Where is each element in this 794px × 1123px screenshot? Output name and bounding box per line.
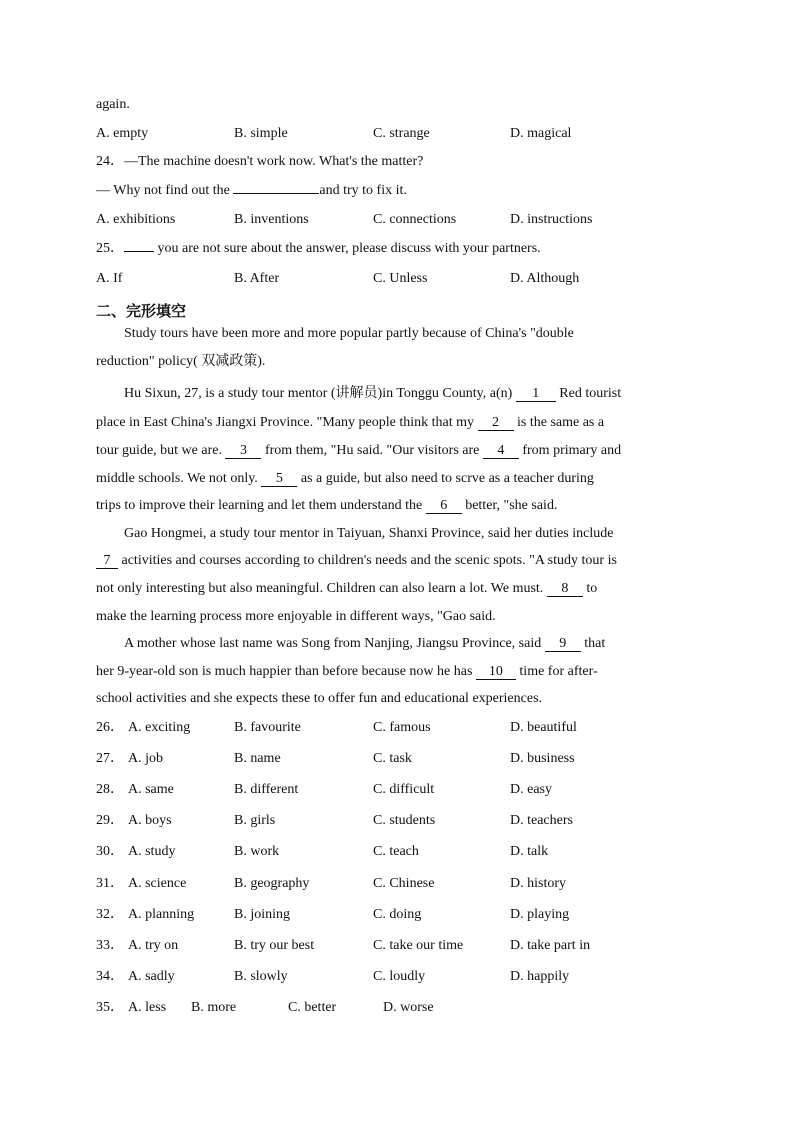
q24-stem-line2: [96, 182, 407, 200]
passage-p3-line4: make the learning process more enjoyable in different ways, "Gao said.: [96, 609, 496, 624]
q24-option-a: A. exhibitions: [96, 212, 176, 227]
passage-p2-line5: trips to improve their learning and let them understand the 6 better, "she said.: [96, 498, 558, 513]
question-number: 28．: [96, 782, 124, 797]
option-b: B. try our best: [234, 938, 315, 953]
question-number: 32．: [96, 907, 124, 922]
passage-p1-line1: Study tours have been more and more popular partly because of China's "double: [124, 326, 574, 341]
passage-p2-line3: tour guide, but we are. 3 from them, "Hu said. "Our visitors are 4 from primary and: [96, 443, 622, 458]
option-c: C. famous: [373, 720, 431, 735]
option-a: A. science: [128, 876, 187, 891]
option-d: D. history: [510, 876, 566, 891]
q24-stem-post: and try to fix it.: [319, 183, 407, 198]
q25-stem-text: you are not sure about the answer, please discuss with your partners.: [154, 241, 541, 256]
passage-p4-line1: A mother whose last name was Song from Nanjing, Jiangsu Province, said 9 that: [124, 636, 606, 651]
blank-9: 9: [545, 636, 581, 652]
blank-1: 1: [516, 386, 556, 402]
option-a: A. boys: [128, 813, 172, 828]
blank-5: 5: [261, 471, 297, 487]
option-a: A. study: [128, 844, 176, 859]
q25-answer-blank: [124, 251, 154, 252]
passage-p3-line2: 7 activities and courses according to children's needs and the scenic spots. "A study tour is: [96, 552, 617, 570]
question-number: 26．: [96, 720, 124, 735]
q24-stem-line1: 24．—The machine doesn't work now. What's the matter?: [96, 154, 424, 169]
q23-option-a: A. empty: [96, 126, 149, 141]
option-a: A. sadly: [128, 969, 175, 984]
option-b: B. different: [234, 782, 299, 797]
option-d: D. happily: [510, 969, 570, 984]
q23-option-c: C. strange: [373, 126, 430, 141]
option-d: D. worse: [383, 1000, 434, 1015]
passage-p2-line1: Hu Sixun, 27, is a study tour mentor (讲解员)in Tonggu County, a(n) 1 Red tourist: [124, 386, 622, 401]
question-number: 34．: [96, 969, 124, 984]
q24-option-b: B. inventions: [234, 212, 309, 227]
passage-p3-line3: not only interesting but also meaningful. Children can also learn a lot. We must. 8 to: [96, 581, 598, 596]
option-c: C. Chinese: [373, 876, 435, 891]
option-a: A. less: [128, 1000, 167, 1015]
option-d: D. playing: [510, 907, 570, 922]
option-b: B. name: [234, 751, 281, 766]
blank-6: 6: [426, 498, 462, 514]
option-a: A. planning: [128, 907, 195, 922]
option-a: A. exciting: [128, 720, 191, 735]
q23-option-b: B. simple: [234, 126, 288, 141]
option-b: B. geography: [234, 876, 310, 891]
passage-p2-line2: place in East China's Jiangxi Province. "Many people think that my 2 is the same as a: [96, 415, 605, 430]
blank-3: 3: [225, 443, 261, 459]
blank-4: 4: [483, 443, 519, 459]
passage-p1-line2: reduction" policy( 双减政策).: [96, 354, 266, 369]
question-number: 30．: [96, 844, 124, 859]
option-d: D. teachers: [510, 813, 573, 828]
q24-option-d: D. instructions: [510, 212, 593, 227]
q25-stem: [96, 240, 541, 258]
question-number: 31．: [96, 876, 124, 891]
passage-p4-line2: her 9-year-old son is much happier than before because now he has 10 time for after-: [96, 664, 598, 679]
option-c: C. difficult: [373, 782, 435, 797]
passage-p2-line4: middle schools. We not only. 5 as a guide, but also need to scrve as a teacher during: [96, 471, 594, 486]
blank-8: 8: [547, 581, 583, 597]
question-23-stem-tail: again.: [96, 97, 130, 112]
option-a: A. same: [128, 782, 174, 797]
passage-p4-line3: school activities and she expects these to offer fun and educational experiences.: [96, 691, 543, 706]
option-a: A. try on: [128, 938, 179, 953]
question-number: 29．: [96, 813, 124, 828]
option-d: D. easy: [510, 782, 552, 797]
option-b: B. more: [191, 1000, 237, 1015]
q23-option-d: D. magical: [510, 126, 572, 141]
option-d: D. beautiful: [510, 720, 577, 735]
option-c: C. take our time: [373, 938, 464, 953]
q24-stem-pre: — Why not find out the: [96, 183, 234, 198]
option-d: D. talk: [510, 844, 549, 859]
option-b: B. girls: [234, 813, 276, 828]
question-number: 27．: [96, 751, 124, 766]
option-c: C. loudly: [373, 969, 426, 984]
q25-number: 25．: [96, 241, 124, 256]
option-d: D. take part in: [510, 938, 591, 953]
option-c: C. teach: [373, 844, 419, 859]
passage-p3-line1: Gao Hongmei, a study tour mentor in Taiyuan, Shanxi Province, said her duties include: [124, 526, 614, 541]
option-a: A. job: [128, 751, 163, 766]
option-b: B. favourite: [234, 720, 301, 735]
option-c: C. better: [288, 1000, 337, 1015]
question-number: 35．: [96, 1000, 124, 1015]
q25-option-d: D. Although: [510, 271, 580, 286]
option-b: B. slowly: [234, 969, 288, 984]
option-d: D. business: [510, 751, 575, 766]
blank-2: 2: [478, 415, 514, 431]
option-b: B. joining: [234, 907, 291, 922]
q24-answer-blank: [233, 193, 319, 194]
option-c: C. students: [373, 813, 436, 828]
blank-7: 7: [96, 553, 118, 569]
q25-option-a: A. If: [96, 271, 123, 286]
option-c: C. doing: [373, 907, 422, 922]
question-number: 33．: [96, 938, 124, 953]
option-b: B. work: [234, 844, 280, 859]
blank-10: 10: [476, 664, 516, 680]
q25-option-b: B. After: [234, 271, 280, 286]
section-2-title: 二、完形填空: [96, 302, 187, 320]
q25-option-c: C. Unless: [373, 271, 428, 286]
q24-option-c: C. connections: [373, 212, 457, 227]
option-c: C. task: [373, 751, 412, 766]
